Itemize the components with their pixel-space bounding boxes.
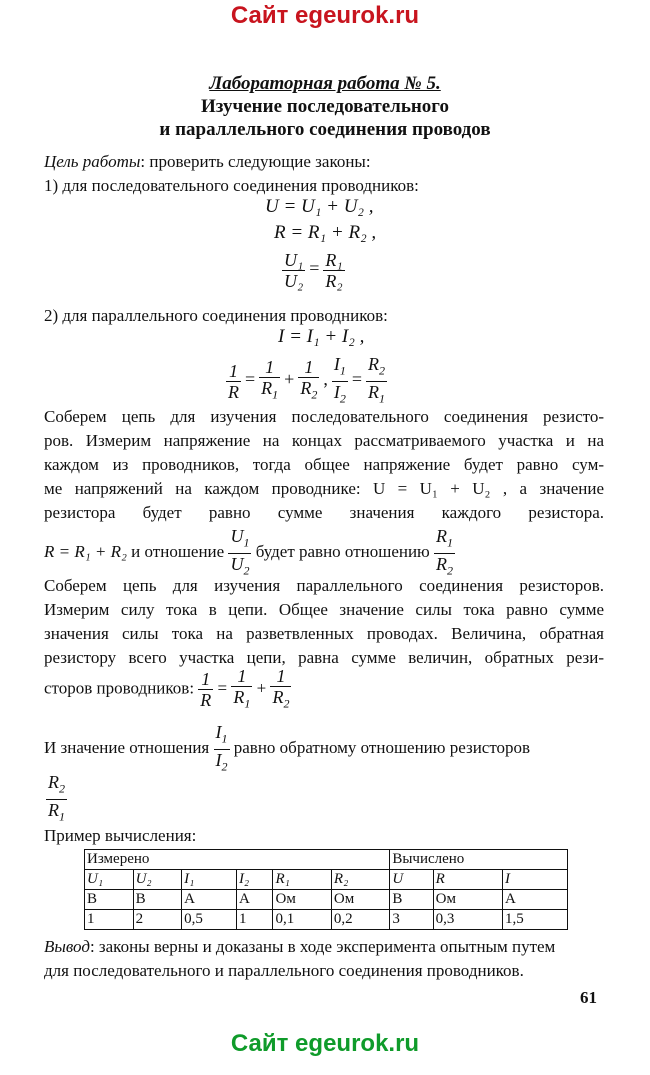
fraction <box>282 250 305 291</box>
table-cell: 0,1 <box>273 910 331 930</box>
paragraph1-text-equals-ratio: будет равно отношению <box>255 542 430 561</box>
table-cell: 1,5 <box>502 910 567 930</box>
paragraph1-line2: ров. Измерим напряжение на концах рассматриваемого участка и на <box>44 431 604 450</box>
numerator: R₁ <box>325 250 343 270</box>
table-cell: I₂ <box>236 870 273 890</box>
fraction: $\frac{1}{R}$ <box>200 669 212 711</box>
table-cell: А <box>182 890 237 910</box>
page-number: 61 <box>580 988 597 1007</box>
fraction: $\frac{I_1}{I_2}$ <box>333 354 346 406</box>
table-cell: 0,3 <box>433 910 502 930</box>
fraction <box>323 250 344 291</box>
table-cell: I₁ <box>182 870 237 890</box>
table-cell: U₂ <box>133 870 182 890</box>
table-cell: U <box>390 870 433 890</box>
parallel-heading: 2) для параллельного соединения проводников: <box>44 306 388 325</box>
lab-subtitle-line2: и параллельного соединения проводов <box>159 119 491 140</box>
table-cell: R <box>433 870 502 890</box>
table-cell: Ом <box>273 890 331 910</box>
conclusion-line2: для последовательного и параллельного соединения проводников. <box>44 961 524 980</box>
lab-subtitle-line1: Изучение последовательного <box>201 96 449 117</box>
paragraph1-line3: каждом из проводников, тогда общее напряжение будет равно сум- <box>44 455 604 474</box>
table-row <box>85 910 568 930</box>
resistor-ratio-inverse <box>46 772 67 826</box>
fraction: $\frac{I_1}{I_2}$ <box>215 722 228 774</box>
goal-text: : проверить следующие законы: <box>140 152 371 171</box>
paragraph3-text-a: И значение отношения <box>44 738 210 757</box>
denominator: R₂ <box>325 271 343 291</box>
paragraph2-text: сторов проводников: <box>44 678 195 698</box>
paragraph2-line1: Соберем цепь для изучения параллельного соединения резисторов. <box>44 576 604 595</box>
table-cell: U₁ <box>85 870 134 890</box>
table-row <box>85 890 568 910</box>
table-cell: 0,2 <box>331 910 389 930</box>
fraction: $\frac{R_2}{R_1}$ <box>48 772 65 824</box>
series-heading: 1) для последовательного соединения проводников: <box>44 176 419 195</box>
table-cell: В <box>133 890 182 910</box>
conclusion-line1 <box>44 935 604 959</box>
table-cell: В <box>390 890 433 910</box>
paragraph1-line1: Соберем цепь для изучения последовательного соединения резисто- <box>44 407 604 426</box>
paragraph3-line <box>44 722 604 776</box>
fraction: $\frac{1}{R}$ <box>228 360 239 402</box>
numerator: U₁ <box>284 250 304 270</box>
paragraph1-line4: ме напряжений на каждом проводнике: U = U₁ + U₂ , а значение <box>44 479 604 498</box>
parallel-resistance-formula: $\frac{1}{R}$ = $\frac{1}{R_1}$ + $\frac{1}{R_2}$ , $\frac{I_1}{I_2}$ = $\frac{R_2}{R_1}$ <box>226 354 387 408</box>
series-voltage-formula: U = U₁ + U₂ , <box>265 196 374 217</box>
goal-line <box>44 150 604 174</box>
fraction: $\frac{1}{R_1}$ <box>233 666 251 711</box>
table-cell: Ом <box>331 890 389 910</box>
goal-label: Цель работы <box>44 152 141 171</box>
paragraph2-line2: Измерим силу тока в цепи. Общее значение силы тока равно сумме <box>44 600 604 619</box>
table-cell: 2 <box>133 910 182 930</box>
table-cell: А <box>236 890 273 910</box>
table-group-measured: Измерено <box>85 850 390 870</box>
parallel-current-formula: I = I₁ + I₂ , <box>278 326 365 347</box>
paragraph2-line3: значения силы тока на разветвленных проводах. Величина, обратная <box>44 624 604 643</box>
paragraph1-text-ratio: и отношение <box>131 542 225 561</box>
example-label: Пример вычисления: <box>44 826 197 845</box>
conclusion-label: Вывод <box>44 937 90 956</box>
results-table <box>84 849 568 930</box>
site-watermark-bottom: Сайт egeurok.ru <box>230 1030 420 1057</box>
table-group-calculated: Вычислено <box>390 850 568 870</box>
table-cell: R₁ <box>273 870 331 890</box>
table-cell: I <box>502 870 567 890</box>
paragraph2-line4: резистору всего участка цепи, равна сумме величин, обратных рези- <box>44 648 604 667</box>
table-cell: 1 <box>236 910 273 930</box>
fraction: $\frac{R_1}{R_2}$ <box>436 526 454 578</box>
paragraph1-line6 <box>44 526 544 580</box>
fraction: $\frac{R_2}{R_1}$ <box>367 354 385 406</box>
series-resistance-inline: R = R₁ + R₂ <box>44 542 127 561</box>
paragraph3-text-b: равно обратному отношению резисторов <box>233 738 531 757</box>
lab-title: Лабораторная работа № 5. <box>209 73 441 94</box>
denominator: U₂ <box>284 271 304 291</box>
series-ratio-formula: $\frac{\text{U₁}}{\text{U₂}}$ = $\frac{\text{R₁}}{\text{R₂}}$ <box>284 250 343 291</box>
fraction: $\frac{1}{R_1}$ <box>261 357 279 402</box>
table-cell: 3 <box>390 910 433 930</box>
fraction: $\frac{U_1}{U_2}$ <box>230 526 250 578</box>
table-cell: Ом <box>433 890 502 910</box>
series-resistance-formula: R = R₁ + R₂ , <box>274 222 377 243</box>
site-watermark-top: Сайт egeurok.ru <box>230 2 420 29</box>
fraction: $\frac{1}{R_2}$ <box>300 357 318 402</box>
table-cell: А <box>502 890 567 910</box>
table-cell: 0,5 <box>182 910 237 930</box>
paragraph2-line5: сторов проводников: $\frac{1}{R}$ = $\frac{1}{R_1}$ + $\frac{1}{R_2}$ <box>44 666 444 714</box>
fraction: $\frac{1}{R_2}$ <box>272 666 290 711</box>
table-cell: В <box>85 890 134 910</box>
table-row <box>85 850 568 870</box>
table-cell: 1 <box>85 910 134 930</box>
table-cell: R₂ <box>331 870 389 890</box>
conclusion-text: : законы верны и доказаны в ходе эксперимента опытным путем <box>89 937 556 956</box>
paragraph1-line5: резистора будет равно сумме значения каждого резистора. <box>44 503 604 522</box>
table-row <box>85 870 568 890</box>
